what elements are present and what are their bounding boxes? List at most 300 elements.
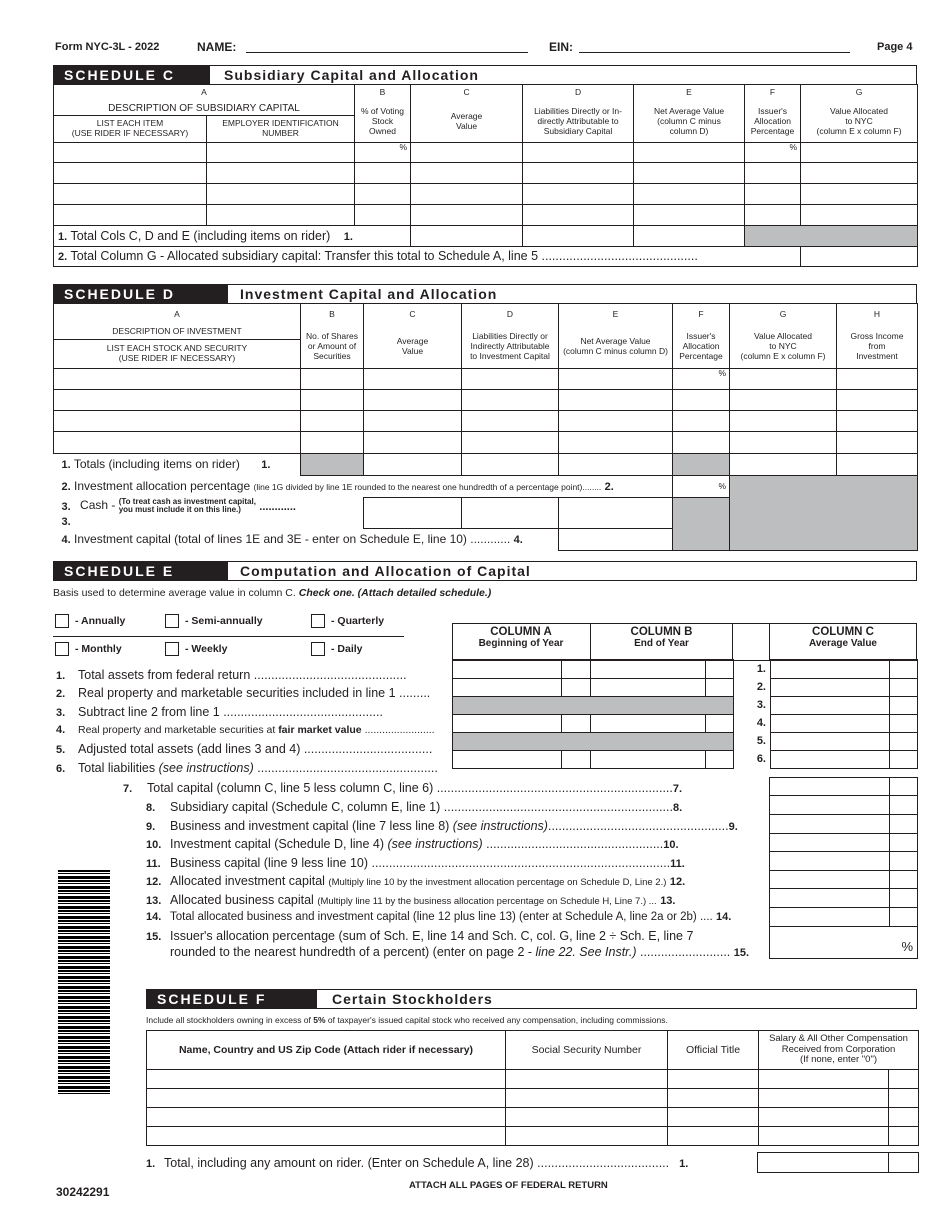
pct-cell[interactable] <box>355 205 411 226</box>
line-emph: line 22. See Instr.) <box>535 945 637 959</box>
line-ref: 4. <box>734 715 771 733</box>
col-a-desc: DESCRIPTION OF SUBSIDIARY CAPITAL <box>54 102 355 116</box>
pct-cell[interactable] <box>673 432 730 454</box>
line-dots: .................................................... <box>253 761 438 775</box>
total-g-cell[interactable] <box>801 247 918 267</box>
checkbox-label: - Daily <box>331 642 363 655</box>
cents-cell[interactable] <box>890 908 918 927</box>
sched-e-line8 <box>146 800 682 814</box>
line-ref: 11. <box>670 858 685 870</box>
pct-cell[interactable] <box>745 205 801 226</box>
value-cell[interactable] <box>523 184 634 205</box>
cash-e-cell[interactable] <box>559 498 673 529</box>
form-code: 30242291 <box>56 1185 110 1199</box>
salary-cell[interactable] <box>759 1127 889 1146</box>
line-ref: 4. <box>513 534 523 547</box>
name-cell[interactable] <box>147 1089 506 1108</box>
line-text: Subsidiary capital (Schedule C, column E, line 1) .................................................................. <box>170 800 673 814</box>
line-text: Totals (including items on rider) <box>73 456 240 471</box>
checkbox-daily[interactable] <box>311 642 363 656</box>
line12-cell[interactable] <box>770 871 890 889</box>
gray-cell <box>730 476 918 551</box>
ein-field[interactable] <box>579 52 850 53</box>
value-cell[interactable] <box>559 390 673 411</box>
checkbox-weekly[interactable] <box>165 642 227 656</box>
col-c-cell[interactable] <box>771 697 890 715</box>
table-row <box>54 390 918 411</box>
checkbox-icon[interactable] <box>165 614 179 628</box>
cents-cell[interactable] <box>890 834 918 852</box>
barcode-image <box>58 870 110 1095</box>
col-c-letter: C <box>364 304 462 326</box>
line-ref: 1. <box>679 1158 689 1170</box>
sched-e-line12 <box>146 874 685 888</box>
ein-cell[interactable] <box>207 205 355 226</box>
checkbox-semi-annually[interactable] <box>165 614 263 628</box>
divider <box>53 636 404 637</box>
gray-cell <box>745 226 918 247</box>
totals-row <box>54 247 918 267</box>
shares-cell[interactable] <box>301 432 364 454</box>
line-text: Total Cols C, D and E (including items on rider) <box>70 228 331 243</box>
pct-cell[interactable]: % <box>745 143 801 163</box>
cents-cell[interactable] <box>890 796 918 815</box>
value-cell[interactable] <box>411 184 523 205</box>
pct-cell[interactable] <box>355 184 411 205</box>
cents-cell[interactable] <box>889 1108 919 1127</box>
line-ref: 2. <box>604 480 614 493</box>
pct-cell[interactable] <box>673 390 730 411</box>
sched-e-line2 <box>56 686 430 700</box>
line-emph: (see instructions) <box>452 819 548 833</box>
line-number: 3. <box>61 500 71 513</box>
line-number: 5. <box>56 744 66 756</box>
value-cell[interactable] <box>730 390 837 411</box>
item-cell[interactable] <box>54 411 301 432</box>
line-text: Investment allocation percentage <box>74 478 251 493</box>
checkbox-annually[interactable] <box>55 614 125 628</box>
column-a-header <box>452 626 590 649</box>
item-cell[interactable] <box>54 184 207 205</box>
title-cell[interactable] <box>668 1127 759 1146</box>
line-ref: 6. <box>734 751 771 769</box>
col-a-cell[interactable] <box>453 751 562 769</box>
sched-d-line1 <box>54 454 301 476</box>
line-ref: 2. <box>734 679 771 697</box>
cents-cell[interactable] <box>890 751 918 769</box>
sched-c-line1 <box>54 226 411 247</box>
checkbox-quarterly[interactable] <box>311 614 384 628</box>
line11-cell[interactable] <box>770 852 890 871</box>
sched-e-line10 <box>146 837 679 851</box>
name-cell[interactable] <box>147 1127 506 1146</box>
ein-cell[interactable] <box>207 184 355 205</box>
col-a-cell[interactable] <box>453 679 562 697</box>
total-h-cell[interactable] <box>837 454 918 476</box>
attach-note: ATTACH ALL PAGES OF FEDERAL RETURN <box>409 1180 608 1191</box>
value-cell[interactable] <box>730 369 837 390</box>
ssn-cell[interactable] <box>506 1070 668 1089</box>
schedule-d-title: Investment Capital and Allocation <box>240 286 498 302</box>
sched-e-line5 <box>56 742 432 756</box>
col-f-desc: Issuer's Allocation Percentage <box>673 326 730 369</box>
line-note: (Multiply line 11 by the business allocation percentage on Schedule H, Line 7.) ... <box>317 896 657 907</box>
line-ref: 3. <box>734 697 771 715</box>
value-cell[interactable] <box>837 369 918 390</box>
sched-e-line4 <box>56 724 435 736</box>
sched-e-line9 <box>146 819 738 833</box>
basis-check-one: Check one. (Attach detailed schedule.) <box>298 587 492 599</box>
pct-cell[interactable] <box>745 184 801 205</box>
item-cell[interactable] <box>54 163 207 184</box>
item-cell[interactable] <box>54 205 207 226</box>
intro-text: of taxpayer's issued capital stock who received any compensation, including commissions. <box>325 1015 668 1025</box>
line-number: 10. <box>146 839 162 851</box>
line-number: 4. <box>61 534 71 547</box>
sched-e-line14 <box>146 911 731 923</box>
ssn-cell[interactable] <box>506 1089 668 1108</box>
col-b-cell[interactable] <box>591 679 706 697</box>
line-ref: 1. <box>261 458 271 471</box>
cents-cell[interactable] <box>562 715 591 733</box>
value-cell[interactable] <box>411 163 523 184</box>
schedule-e-title: Computation and Allocation of Capital <box>240 563 531 579</box>
line14-cell[interactable] <box>770 908 890 927</box>
shares-cell[interactable] <box>301 411 364 432</box>
checkbox-label: - Annually <box>75 614 126 627</box>
table-row <box>147 1070 919 1089</box>
col-e-desc: Net Average Value (column C minus column D) <box>634 102 745 143</box>
col-h-letter: H <box>837 304 918 326</box>
col-b-desc: % of Voting Stock Owned <box>355 102 411 143</box>
col-a-cell[interactable] <box>453 660 562 679</box>
value-cell[interactable] <box>801 163 918 184</box>
item-cell[interactable] <box>54 390 301 411</box>
col-d-desc: Liabilities Directly or Indirectly Attributable to Investment Capital <box>462 326 559 369</box>
cents-cell[interactable] <box>890 697 918 715</box>
shares-cell[interactable] <box>301 369 364 390</box>
total-e-cell[interactable] <box>559 454 673 476</box>
cents-cell[interactable] <box>562 679 591 697</box>
checkbox-label: - Monthly <box>75 642 122 655</box>
cents-cell[interactable] <box>890 679 918 697</box>
line-number: 4. <box>56 724 66 736</box>
value-cell[interactable] <box>411 205 523 226</box>
value-cell[interactable] <box>837 390 918 411</box>
line-text: Subtract line 2 from line 1 .............................................. <box>78 705 383 719</box>
col-sub: End of Year <box>634 638 689 649</box>
cents-cell[interactable] <box>890 778 918 796</box>
sched-d-line4 <box>54 529 559 551</box>
value-cell[interactable] <box>559 432 673 454</box>
col-e-letter: E <box>634 85 745 102</box>
total-g-cell[interactable] <box>730 454 837 476</box>
schedule-f-intro <box>146 1015 668 1025</box>
schedule-e-header <box>53 561 917 581</box>
col-sub: Beginning of Year <box>478 638 564 649</box>
value-cell[interactable] <box>462 390 559 411</box>
pct-cell[interactable] <box>673 411 730 432</box>
cents-cell[interactable] <box>890 715 918 733</box>
checkbox-icon[interactable] <box>311 642 325 656</box>
line-text: Real property and marketable securities at <box>78 724 279 736</box>
col-h-desc: Gross Income from Investment <box>837 326 918 369</box>
cents-cell[interactable] <box>562 751 591 769</box>
line-text: Investment capital (Schedule D, line 4) <box>170 837 388 851</box>
name-field[interactable] <box>246 52 528 53</box>
title-cell[interactable] <box>668 1070 759 1089</box>
checkbox-label: - Semi-annually <box>185 614 263 627</box>
line-number: 1. <box>58 230 68 243</box>
shares-cell[interactable] <box>301 390 364 411</box>
cents-cell[interactable] <box>706 679 734 697</box>
cash-c-cell[interactable] <box>364 498 462 529</box>
line-number: 6. <box>56 763 66 775</box>
col-c-desc: Average Value <box>364 326 462 369</box>
schedule-c-title: Subsidiary Capital and Allocation <box>224 67 479 83</box>
name-label: NAME: <box>197 40 237 54</box>
col-c-cell[interactable] <box>771 715 890 733</box>
sched-e-line15 <box>146 929 693 943</box>
column-c-header <box>769 626 917 649</box>
col-a-cell[interactable] <box>453 715 562 733</box>
col-b-cell[interactable] <box>591 660 706 679</box>
value-cell[interactable] <box>730 432 837 454</box>
schedule-e-tag: SCHEDULE E <box>54 562 228 580</box>
pct-cell[interactable]: % <box>673 369 730 390</box>
schedule-f-header <box>146 989 917 1009</box>
ssn-cell[interactable] <box>506 1127 668 1146</box>
totals-row <box>54 226 918 247</box>
table-row <box>147 1127 919 1146</box>
ein-cell[interactable] <box>207 143 355 163</box>
total-d-cell[interactable] <box>523 226 634 247</box>
line-text: Allocated business capital <box>170 893 318 907</box>
schedule-f-title: Certain Stockholders <box>332 991 493 1007</box>
investment-capital-cell[interactable] <box>559 529 673 551</box>
checkbox-monthly[interactable] <box>55 642 122 656</box>
cents-cell[interactable] <box>889 1153 919 1173</box>
schedule-c-table <box>53 84 918 267</box>
table-row <box>54 411 918 432</box>
col-f-letter: F <box>673 304 730 326</box>
total-cell[interactable] <box>758 1153 889 1173</box>
line-ref: 7. <box>672 783 683 795</box>
basis-instruction <box>53 587 491 599</box>
value-cell[interactable] <box>462 369 559 390</box>
gray-cell <box>301 454 364 476</box>
title-cell[interactable] <box>668 1108 759 1127</box>
col-a1-desc: LIST EACH ITEM (USE RIDER IF NECESSARY) <box>54 116 207 143</box>
col-c-desc: Average Value <box>411 102 523 143</box>
line-emph: (see instructions) <box>158 761 254 775</box>
total-c-cell[interactable] <box>364 454 462 476</box>
cents-cell[interactable] <box>889 1127 919 1146</box>
sched-e-line1 <box>56 668 407 682</box>
schedule-d-tag: SCHEDULE D <box>54 285 228 303</box>
line-number: 7. <box>123 783 133 795</box>
col-c-cell[interactable] <box>771 660 890 679</box>
cents-cell[interactable] <box>890 733 918 751</box>
value-cell[interactable] <box>523 205 634 226</box>
alloc-pct-cell[interactable]: % <box>673 476 730 498</box>
table-row <box>54 205 918 226</box>
checkbox-icon[interactable] <box>165 642 179 656</box>
col-a2-desc: EMPLOYER IDENTIFICATION NUMBER <box>207 116 355 143</box>
line10-cell[interactable] <box>770 834 890 852</box>
line-number: 8. <box>146 802 156 814</box>
line-ref: ............ 3. <box>61 500 296 529</box>
line-note: (Multiply line 10 by the investment allocation percentage on Schedule D, Line 2.) <box>328 877 667 888</box>
ein-label: EIN: <box>549 40 573 54</box>
value-cell[interactable] <box>411 143 523 163</box>
line8-cell[interactable] <box>770 796 890 815</box>
total-e-cell[interactable] <box>634 226 745 247</box>
cents-cell[interactable] <box>889 1089 919 1108</box>
sched-d-line3 <box>54 498 301 529</box>
value-cell[interactable] <box>837 411 918 432</box>
checkbox-icon[interactable] <box>311 614 325 628</box>
cents-cell[interactable] <box>706 751 734 769</box>
col-g-letter: G <box>730 304 837 326</box>
cents-cell[interactable] <box>706 715 734 733</box>
schedule-c-tag: SCHEDULE C <box>54 66 210 84</box>
col-c-cell[interactable] <box>771 679 890 697</box>
value-cell[interactable] <box>523 163 634 184</box>
col-title: COLUMN A <box>490 626 552 638</box>
total-c-cell[interactable] <box>411 226 523 247</box>
line-text: rounded to the nearest hundredth of a percent) (enter on page 2 - <box>170 945 536 959</box>
item-cell[interactable] <box>54 143 207 163</box>
value-cell[interactable] <box>364 390 462 411</box>
spacer <box>301 498 364 529</box>
item-cell[interactable] <box>54 432 301 454</box>
col-g-letter: G <box>801 85 918 102</box>
total-d-cell[interactable] <box>462 454 559 476</box>
col-g-desc: Value Allocated to NYC (column E x column F) <box>801 102 918 143</box>
col-a-desc: DESCRIPTION OF INVESTMENT <box>54 326 301 340</box>
line-number: 12. <box>146 876 162 888</box>
cents-cell[interactable] <box>890 889 918 908</box>
value-cell[interactable] <box>801 184 918 205</box>
name-cell[interactable] <box>147 1108 506 1127</box>
line-text: Business and investment capital (line 7 less line 8) <box>170 819 453 833</box>
line-text: Total Column G - Allocated subsidiary capital: Transfer this total to Schedule A, line 5 ............................................. <box>70 249 698 264</box>
value-cell[interactable] <box>634 184 745 205</box>
table-row <box>54 143 918 163</box>
line-number: 9. <box>146 821 156 833</box>
table-row <box>147 1108 919 1127</box>
value-cell[interactable] <box>801 205 918 226</box>
line-dots: ................................................... <box>482 837 664 851</box>
line-text: Issuer's allocation percentage (sum of Sch. E, line 14 and Sch. C, col. G, line 2 ÷ Sch. E, line 7 <box>170 929 694 943</box>
col-name-header: Name, Country and US Zip Code (Attach rider if necessary) <box>147 1031 506 1070</box>
intro-emph: 5% <box>313 1015 326 1025</box>
item-cell[interactable] <box>54 369 301 390</box>
salary-cell[interactable] <box>759 1070 889 1089</box>
line-ref: 5. <box>734 733 771 751</box>
cents-cell[interactable] <box>562 660 591 679</box>
line13-cell[interactable] <box>770 889 890 908</box>
value-cell[interactable] <box>462 432 559 454</box>
sched-e-line15-cont <box>170 945 749 959</box>
checkbox-icon[interactable] <box>55 614 69 628</box>
cents-cell[interactable] <box>706 660 734 679</box>
cents-cell[interactable] <box>889 1070 919 1089</box>
sched-e-line6 <box>56 761 438 775</box>
col-d-letter: D <box>462 304 559 326</box>
value-cell[interactable] <box>559 411 673 432</box>
value-cell[interactable] <box>364 369 462 390</box>
schedule-c-header <box>53 65 917 85</box>
line-ref: 14. <box>715 911 732 923</box>
line-text: Total assets from federal return ............................................ <box>78 668 407 682</box>
value-cell[interactable] <box>462 411 559 432</box>
line-number: 11. <box>146 858 161 870</box>
line-note: (line 1G divided by line 1E rounded to the nearest one hundredth of a percentage point)........ <box>253 481 602 492</box>
cents-cell[interactable] <box>890 871 918 889</box>
sched-e-line13 <box>146 893 675 907</box>
pct-cell[interactable]: % <box>355 143 411 163</box>
line-note: (To treat cash as investment capital, you must include it on this line.) <box>118 496 256 515</box>
ein-cell[interactable] <box>207 163 355 184</box>
cash-d-cell[interactable] <box>462 498 559 529</box>
line-text: Allocated investment capital <box>170 874 329 888</box>
page-number: Page 4 <box>877 41 913 53</box>
sched-e-line3 <box>56 705 383 719</box>
checkbox-icon[interactable] <box>55 642 69 656</box>
value-cell[interactable] <box>801 143 918 163</box>
value-cell[interactable] <box>523 143 634 163</box>
line-number: 13. <box>146 895 162 907</box>
value-cell[interactable] <box>837 432 918 454</box>
cents-cell[interactable] <box>890 660 918 679</box>
cents-cell[interactable] <box>890 852 918 871</box>
line7-cell[interactable] <box>770 778 890 796</box>
value-cell[interactable] <box>634 143 745 163</box>
value-cell[interactable] <box>364 432 462 454</box>
line15-pct-cell[interactable]: % <box>770 927 918 959</box>
col-c-cell[interactable] <box>771 733 890 751</box>
cents-cell[interactable] <box>890 815 918 834</box>
value-cell[interactable] <box>730 411 837 432</box>
line-text: Total, including any amount on rider. (Enter on Schedule A, line 28) ...................................... <box>164 1156 670 1170</box>
line9-cell[interactable] <box>770 815 890 834</box>
pct-cell[interactable] <box>355 163 411 184</box>
value-cell[interactable] <box>634 163 745 184</box>
table-row <box>54 184 918 205</box>
line-ref: 15. <box>733 947 750 959</box>
gray-cell <box>673 454 730 476</box>
col-c-cell[interactable] <box>771 751 890 769</box>
pct-cell[interactable] <box>745 163 801 184</box>
title-cell[interactable] <box>668 1089 759 1108</box>
sched-e-line11 <box>146 856 685 870</box>
salary-cell[interactable] <box>759 1108 889 1127</box>
value-cell[interactable] <box>634 205 745 226</box>
value-cell[interactable] <box>559 369 673 390</box>
ssn-cell[interactable] <box>506 1108 668 1127</box>
value-cell[interactable] <box>364 411 462 432</box>
line-ref: 1. <box>343 230 353 243</box>
line-number: 2. <box>58 251 68 264</box>
name-cell[interactable] <box>147 1070 506 1089</box>
col-b-cell[interactable] <box>591 751 706 769</box>
salary-cell[interactable] <box>759 1089 889 1108</box>
line-emph: fair market value <box>278 724 362 736</box>
col-b-cell[interactable] <box>591 715 706 733</box>
line-number: 1. <box>56 670 66 682</box>
